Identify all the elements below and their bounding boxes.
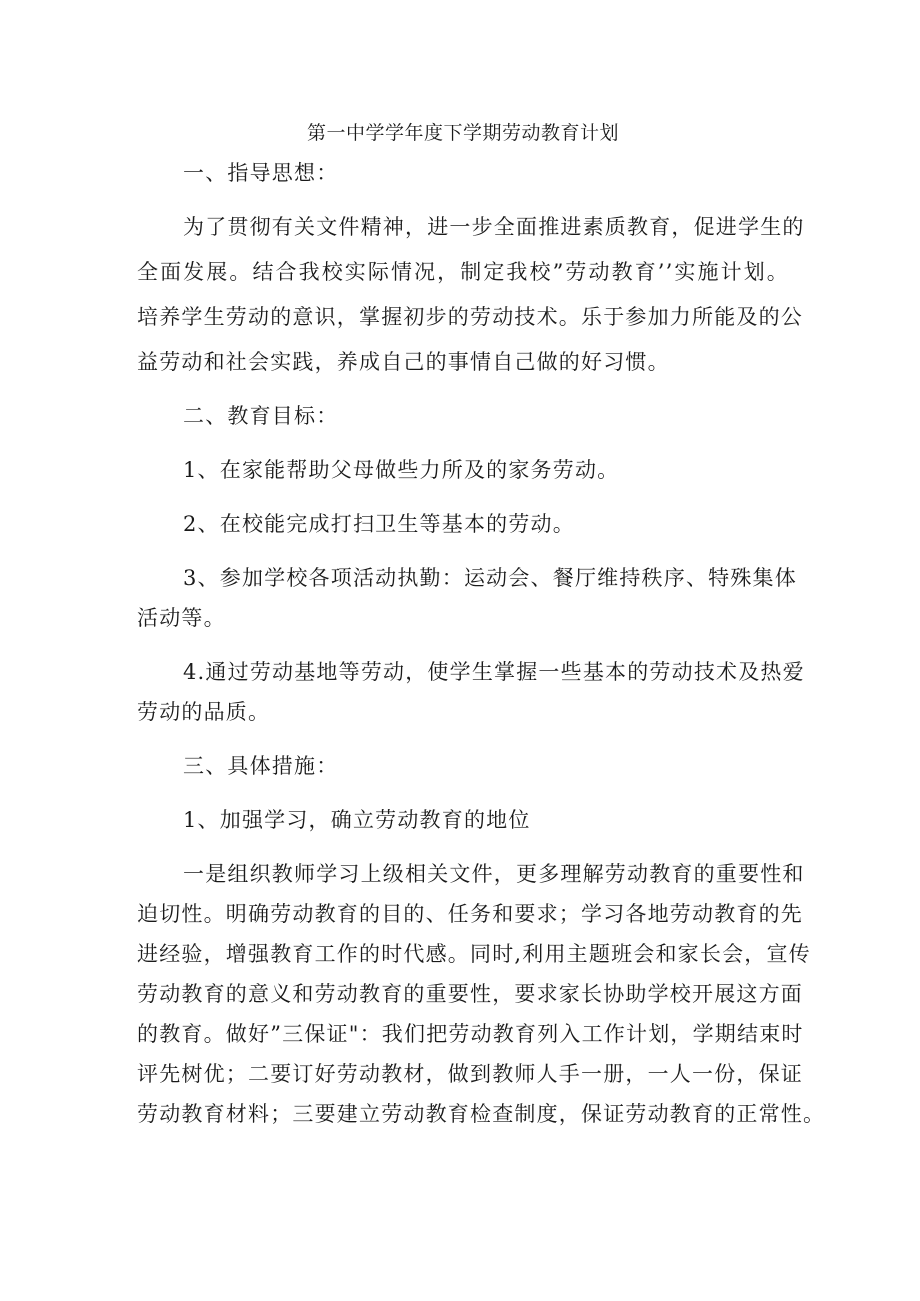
goal-item-4	[137, 659, 805, 726]
paragraph-line: 劳动教育的意义和劳动教育的重要性，要求家长协助学校开展这方面	[137, 982, 803, 1006]
goal-item-2: 2、在校能完成打扫卫生等基本的劳动。	[183, 512, 575, 536]
paragraph-line: 劳动教育材料；三要建立劳动教育检查制度，保证劳动教育的正常性。	[137, 1102, 826, 1126]
paragraph-line: 为了贯彻有关文件精神，进一步全面推进素质教育，促进学生的	[183, 215, 805, 239]
section-heading-guiding-ideology: 一、指导思想：	[183, 161, 339, 185]
section-heading-education-goals: 二、教育目标：	[183, 404, 339, 428]
paragraph-line: 益劳动和社会实践，养成自己的事情自己做的好习惯。	[137, 350, 670, 374]
paragraph-guiding-ideology	[137, 214, 805, 376]
paragraph-line: 迫切性。明确劳动教育的目的、任务和要求；学习各地劳动教育的先	[137, 902, 803, 926]
paragraph-line: 劳动的品质。	[137, 700, 271, 724]
document-title: 第一中学学年度下学期劳动教育计划	[306, 122, 619, 144]
goal-item-3	[137, 565, 797, 632]
document-page	[137, 112, 826, 1155]
goal-item-1: 1、在家能帮助父母做些力所及的家务劳动。	[183, 458, 620, 482]
paragraph-measure-1	[137, 861, 826, 1128]
paragraph-line: 3、参加学校各项活动执勤：运动会、餐厅维持秩序、特殊集体	[183, 566, 797, 590]
measure-heading-1: 1、加强学习，确立劳动教育的地位	[183, 808, 531, 832]
paragraph-line: 进经验，增强教育工作的时代感。同时,利用主题班会和家长会，宣传	[137, 942, 811, 966]
paragraph-line: 培养学生劳动的意识，掌握初步的劳动技术。乐于参加力所能及的公	[137, 305, 803, 329]
paragraph-line: 评先树优；二要订好劳动教材，做到教师人手一册，一人一份，保证	[137, 1062, 803, 1086]
section-heading-specific-measures: 三、具体措施：	[183, 754, 339, 778]
paragraph-line: 的教育。做好”三保证"：我们把劳动教育列入工作计划，学期结束时	[137, 1022, 804, 1046]
paragraph-line: 4.通过劳动基地等劳动，使学生掌握一些基本的劳动技术及热爱	[183, 660, 805, 684]
paragraph-line: 活动等。	[137, 606, 226, 630]
paragraph-line: 全面发展。结合我校实际情况，制定我校”劳动教育’’实施计划。	[137, 260, 789, 284]
paragraph-line: 一是组织教师学习上级相关文件，更多理解劳动教育的重要性和	[183, 862, 805, 886]
